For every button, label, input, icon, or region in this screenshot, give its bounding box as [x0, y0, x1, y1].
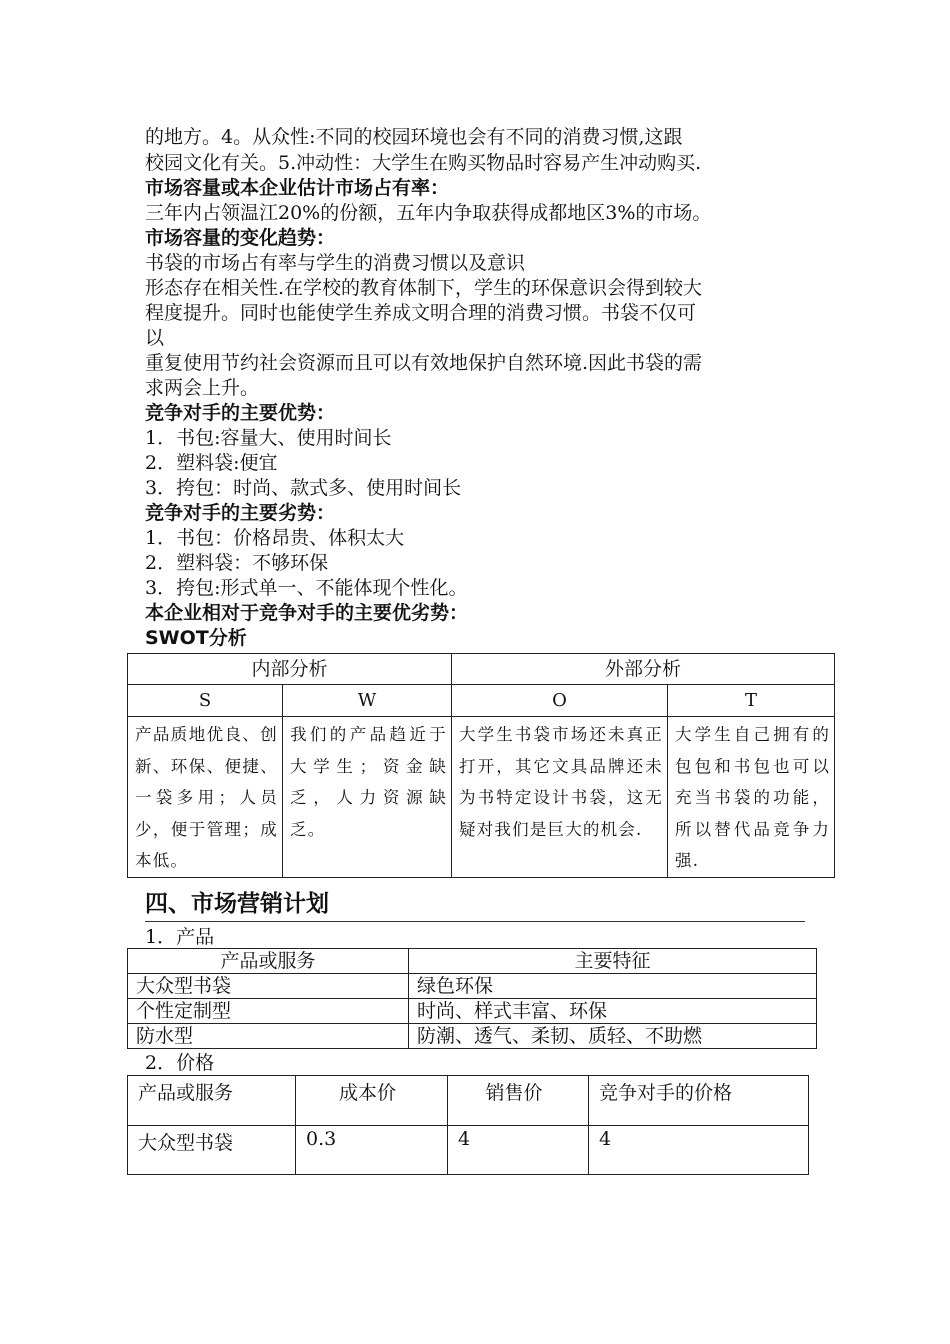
- swot-s-header: S: [128, 685, 283, 717]
- paragraph-line: 书袋的市场占有率与学生的消费习惯以及意识: [145, 252, 526, 274]
- paragraph-line: 校园文化有关。5.冲动性：大学生在购买物品时容易产生冲动购买.: [145, 152, 702, 174]
- paragraph-line: 的地方。4。从众性:不同的校园环境也会有不同的消费习惯,这跟: [145, 126, 683, 148]
- price-table: [127, 1075, 809, 1175]
- price-table-header: 竞争对手的价格: [589, 1076, 809, 1126]
- list-item: 1．书包：价格昂贵、体积太大: [145, 527, 405, 549]
- list-item: 3．挎包:形式单一、不能体现个性化。: [145, 577, 468, 599]
- price-table-header: 销售价: [448, 1076, 589, 1126]
- table-cell: 时尚、样式丰富、环保: [409, 999, 817, 1024]
- table-cell: 0.3: [296, 1126, 448, 1175]
- swot-external-header: 外部分析: [452, 654, 835, 685]
- product-table-header: 主要特征: [409, 949, 817, 974]
- heading-market-share: 市场容量或本企业估计市场占有率：: [145, 177, 450, 199]
- table-cell: 大众型书袋: [128, 1126, 296, 1175]
- list-item: 2．塑料袋：不够环保: [145, 552, 329, 574]
- section-divider: [145, 921, 805, 922]
- table-cell: 4: [448, 1126, 589, 1175]
- heading-competitor-weaknesses: 竞争对手的主要劣势：: [145, 502, 336, 524]
- list-item: 2．塑料袋:便宜: [145, 452, 278, 474]
- paragraph-line: 三年内占领温江20%的份额，五年内争取获得成都地区3%的市场。: [145, 202, 712, 224]
- heading-swot: SWOT分析: [145, 627, 247, 649]
- paragraph-line: 以: [145, 327, 165, 349]
- section-title: 四、市场营销计划: [145, 891, 329, 917]
- paragraph-line: 形态存在相关性.在学校的教育体制下，学生的环保意识会得到较大: [145, 277, 703, 299]
- table-cell: 大众型书袋: [128, 974, 409, 999]
- price-label: 2．价格: [145, 1052, 215, 1074]
- swot-w-header: W: [283, 685, 452, 717]
- heading-own-advantages: 本企业相对于竞争对手的主要优劣势：: [145, 602, 469, 624]
- price-table-header: 产品或服务: [128, 1076, 296, 1126]
- price-table-header: 成本价: [296, 1076, 448, 1126]
- table-cell: 绿色环保: [409, 974, 817, 999]
- swot-weaknesses: 我们的产品趋近于大学生；资金缺乏，人力资源缺乏。: [283, 717, 452, 878]
- heading-competitor-strengths: 竞争对手的主要优势：: [145, 402, 336, 424]
- swot-t-header: T: [668, 685, 835, 717]
- swot-table: [127, 653, 835, 878]
- swot-opportunities: 大学生书袋市场还未真正打开，其它文具品牌还未为书特定设计书袋，这无疑对我们是巨大的机会.: [452, 717, 668, 878]
- product-table: [127, 948, 817, 1049]
- table-cell: 防潮、透气、柔韧、质轻、不助燃: [409, 1024, 817, 1049]
- table-cell: 个性定制型: [128, 999, 409, 1024]
- paragraph-line: 程度提升。同时也能使学生养成文明合理的消费习惯。书袋不仅可: [145, 302, 697, 324]
- swot-strengths: 产品质地优良、创新、环保、便捷、一袋多用；人员少，便于管理；成本低。: [128, 717, 283, 878]
- list-item: 3．挎包：时尚、款式多、使用时间长: [145, 477, 462, 499]
- swot-threats: 大学生自己拥有的包包和书包也可以充当书袋的功能，所以替代品竞争力强.: [668, 717, 835, 878]
- list-item: 1．书包:容量大、使用时间长: [145, 427, 392, 449]
- paragraph-line: 求两会上升。: [145, 377, 260, 399]
- product-table-header: 产品或服务: [128, 949, 409, 974]
- product-label: 1．产品: [145, 926, 215, 948]
- paragraph-line: 重复使用节约社会资源而且可以有效地保护自然环境.因此书袋的需: [145, 352, 703, 374]
- swot-internal-header: 内部分析: [128, 654, 452, 685]
- table-cell: 防水型: [128, 1024, 409, 1049]
- heading-capacity-trend: 市场容量的变化趋势：: [145, 227, 336, 249]
- table-cell: 4: [589, 1126, 809, 1175]
- swot-o-header: O: [452, 685, 668, 717]
